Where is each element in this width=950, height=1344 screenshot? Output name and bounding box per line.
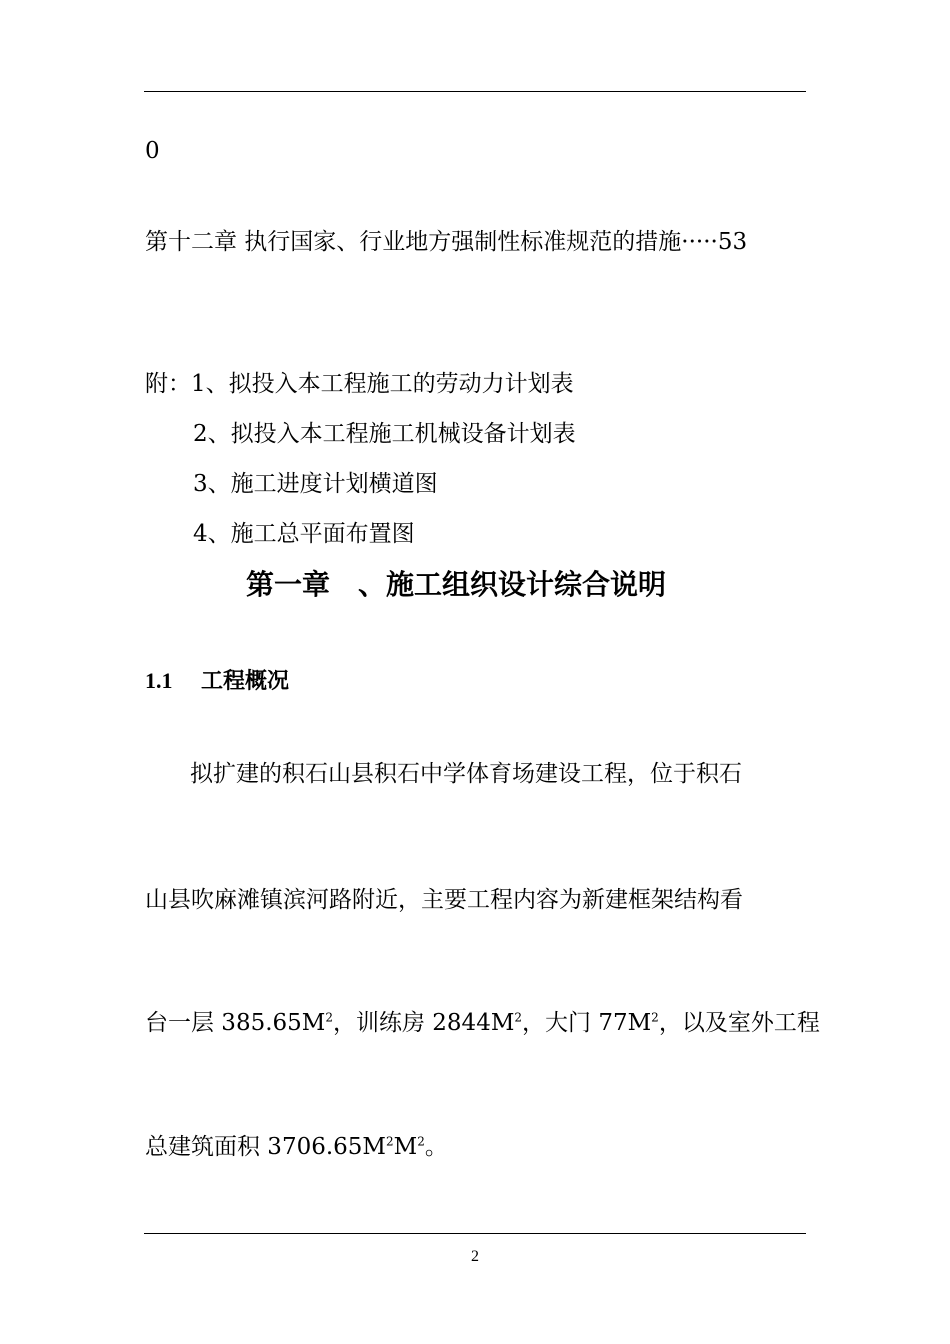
body-line-2: 山县吹麻滩镇滨河路附近，主要工程内容为新建框架结构看 bbox=[145, 887, 743, 913]
page-number: 2 bbox=[471, 1248, 479, 1265]
superscript: 2 bbox=[651, 1010, 659, 1025]
body-text: 总建筑面积 3706.65M bbox=[145, 1134, 386, 1160]
body-line-1: 拟扩建的积石山县积石中学体育场建设工程，位于积石 bbox=[190, 761, 742, 787]
superscript: 2 bbox=[325, 1010, 333, 1025]
superscript: 2 bbox=[417, 1134, 425, 1149]
appendix-item-2: 2、拟投入本工程施工机械设备计划表 bbox=[193, 421, 576, 447]
body-text: ，大门 77M bbox=[522, 1010, 652, 1036]
body-line-3 bbox=[145, 1008, 820, 1038]
body-line-4 bbox=[145, 1132, 448, 1162]
section-number: 1.1 bbox=[145, 668, 173, 693]
appendix-item-4: 4、施工总平面布置图 bbox=[193, 521, 415, 547]
appendix-prefix: 附： bbox=[145, 371, 191, 397]
toc-page-number: 0 bbox=[145, 138, 160, 164]
appendix-item-1 bbox=[145, 369, 574, 399]
section-title: 工程概况 bbox=[201, 669, 290, 694]
body-text: M bbox=[393, 1134, 418, 1160]
body-text: ，以及室外工程 bbox=[658, 1010, 820, 1036]
superscript: 2 bbox=[385, 1134, 394, 1149]
section-1-1-heading bbox=[145, 666, 289, 697]
toc-chapter-12: 第十二章 执行国家、行业地方强制性标准规范的措施·····53 bbox=[145, 229, 748, 255]
appendix-item-3: 3、施工进度计划横道图 bbox=[193, 471, 438, 497]
body-text: 台一层 385.65M bbox=[145, 1010, 326, 1036]
header-rule bbox=[144, 91, 806, 92]
footer-rule bbox=[144, 1233, 806, 1234]
body-text: ，训练房 2844M bbox=[332, 1010, 515, 1036]
chapter-1-title: 第一章 、施工组织设计综合说明 bbox=[246, 568, 667, 601]
body-text: 。 bbox=[424, 1134, 448, 1160]
superscript: 2 bbox=[514, 1010, 523, 1025]
appendix-item-label: 1、拟投入本工程施工的劳动力计划表 bbox=[191, 371, 574, 397]
